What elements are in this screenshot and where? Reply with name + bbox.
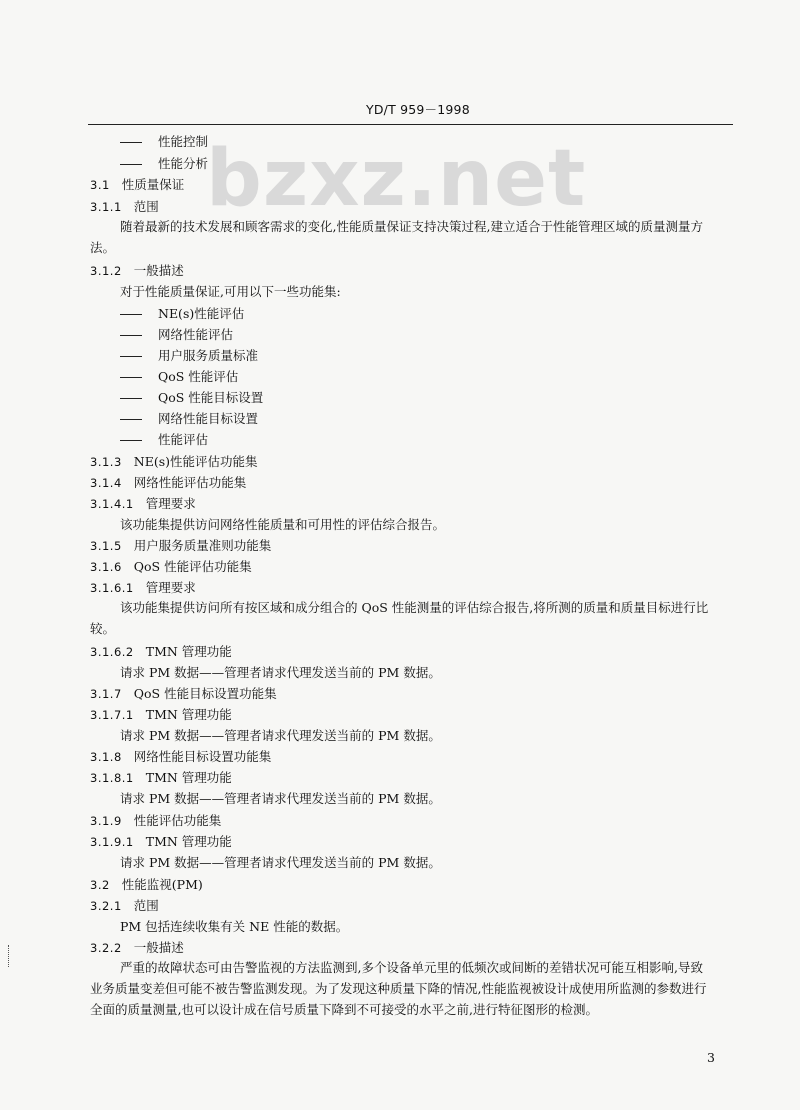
section-heading: 3.1 性质量保证 xyxy=(90,177,185,192)
dash-icon xyxy=(120,356,142,357)
section-heading: 3.1.2 一般描述 xyxy=(90,263,184,278)
section-heading: 3.1.6 QoS 性能评估功能集 xyxy=(90,559,252,574)
dash-icon xyxy=(120,314,142,315)
header-rule xyxy=(88,124,733,125)
document-code: YD/T 959－1998 xyxy=(366,102,470,117)
list-item: QoS 性能评估 xyxy=(120,369,238,385)
section-heading: 3.2.2 一般描述 xyxy=(90,940,184,955)
list-item: NE(s)性能评估 xyxy=(120,306,244,322)
section-heading: 3.1.4 网络性能评估功能集 xyxy=(90,475,247,490)
section-heading: 3.2 性能监视(PM) xyxy=(90,877,203,892)
section-heading: 3.1.4.1 管理要求 xyxy=(90,496,196,511)
paragraph: 请求 PM 数据——管理者请求代理发送当前的 PM 数据。 xyxy=(120,728,441,743)
paragraph: 请求 PM 数据——管理者请求代理发送当前的 PM 数据。 xyxy=(120,855,441,870)
section-heading: 3.1.7.1 TMN 管理功能 xyxy=(90,707,232,722)
section-heading: 3.1.9 性能评估功能集 xyxy=(90,813,222,828)
section-heading: 3.2.1 范围 xyxy=(90,898,159,913)
dash-icon xyxy=(120,142,142,143)
paragraph: 该功能集提供访问所有按区域和成分组合的 QoS 性能测量的评估综合报告,将所测的质量和质量目标进行比较。 xyxy=(90,600,709,636)
dash-icon xyxy=(120,335,142,336)
dash-icon xyxy=(120,377,142,378)
section-heading: 3.1.6.2 TMN 管理功能 xyxy=(90,644,232,659)
section-heading: 3.1.1 范围 xyxy=(90,199,159,214)
list-item: QoS 性能目标设置 xyxy=(120,390,263,406)
page-number: 3 xyxy=(707,1050,715,1065)
paragraph: 对于性能质量保证,可用以下一些功能集: xyxy=(120,284,341,299)
scan-margin-mark xyxy=(8,945,11,967)
paragraph: 该功能集提供访问网络性能质量和可用性的评估综合报告。 xyxy=(120,517,446,532)
section-heading: 3.1.5 用户服务质量准则功能集 xyxy=(90,538,272,553)
section-heading: 3.1.3 NE(s)性能评估功能集 xyxy=(90,454,258,469)
section-heading: 3.1.8.1 TMN 管理功能 xyxy=(90,770,232,785)
section-heading: 3.1.8 网络性能目标设置功能集 xyxy=(90,749,272,764)
paragraph: 随着最新的技术发展和顾客需求的变化,性能质量保证支持决策过程,建立适合于性能管理区域的质量测量方法。 xyxy=(90,219,703,255)
paragraph: 请求 PM 数据——管理者请求代理发送当前的 PM 数据。 xyxy=(120,665,441,680)
dash-icon xyxy=(120,398,142,399)
list-item: 性能分析 xyxy=(120,156,208,172)
dash-icon xyxy=(120,440,142,441)
list-item: 性能评估 xyxy=(120,432,208,448)
dash-icon xyxy=(120,419,142,420)
paragraph: PM 包括连续收集有关 NE 性能的数据。 xyxy=(120,919,349,934)
watermark: bzxz.net xyxy=(206,134,587,224)
paragraph: 请求 PM 数据——管理者请求代理发送当前的 PM 数据。 xyxy=(120,791,441,806)
list-item: 用户服务质量标准 xyxy=(120,348,258,364)
dash-icon xyxy=(120,164,142,165)
list-item: 网络性能目标设置 xyxy=(120,411,258,427)
section-heading: 3.1.7 QoS 性能目标设置功能集 xyxy=(90,686,277,701)
list-item: 网络性能评估 xyxy=(120,327,233,343)
section-heading: 3.1.6.1 管理要求 xyxy=(90,580,196,595)
section-heading: 3.1.9.1 TMN 管理功能 xyxy=(90,834,232,849)
list-item: 性能控制 xyxy=(120,134,208,150)
paragraph: 严重的故障状态可由告警监视的方法监测到,多个设备单元里的低频次或间断的差错状况可能互相影响,导致业务质量变差但可能不被告警监测发现。为了发现这种质量下降的情况,性能监视被设计成使用所监测的参数进行全面的质量测量,也可以设计成在信号质量下降到不可接受的水平之前,进行特征图形的检测。 xyxy=(90,960,707,1017)
